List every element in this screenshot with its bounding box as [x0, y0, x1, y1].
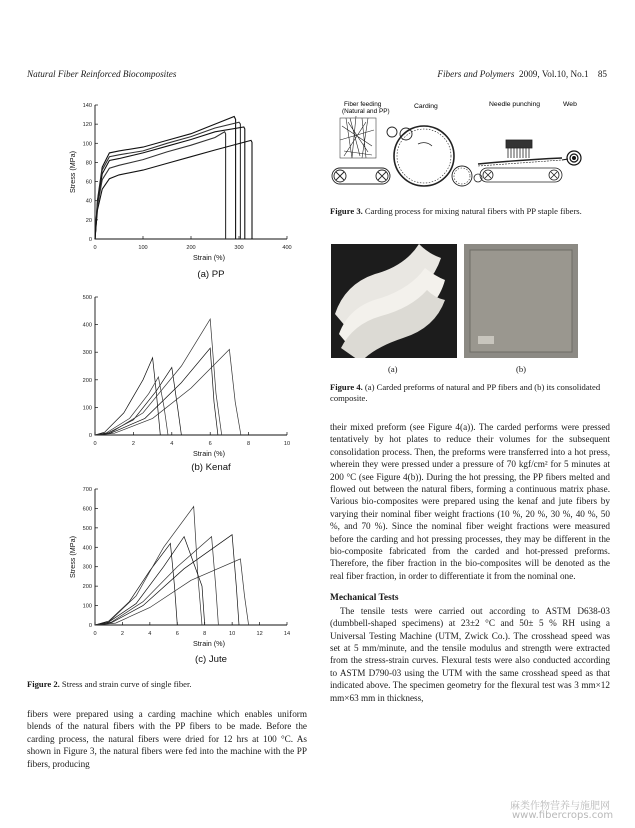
label-web: Web [563, 101, 577, 108]
figure3-caption [330, 206, 608, 217]
x-tick-label: 10 [229, 631, 236, 637]
label-fiber-feeding-1: Fiber feeding [344, 101, 382, 108]
series-line-2 [95, 507, 202, 626]
section-title-mechanical-tests: Mechanical Tests [330, 593, 399, 604]
series-line-1 [95, 543, 177, 625]
chart-pp [68, 103, 292, 280]
label-carding: Carding [414, 103, 438, 110]
label-fiber-feeding-2: (Natural and PP) [342, 108, 390, 115]
series-line-6 [95, 559, 249, 625]
x-tick-label: 100 [138, 245, 148, 251]
figure2-caption-text: Stress and strain curve of single fiber. [59, 679, 192, 689]
y-tick-label: 0 [88, 623, 92, 629]
y-tick-label: 600 [82, 506, 92, 513]
panel-label: (b) Kenaf [191, 462, 231, 473]
figure4-caption-label: Figure 4. [330, 382, 363, 392]
chart-kenaf [83, 295, 290, 473]
x-tick-label: 8 [203, 631, 207, 637]
journal-name: Fibers and Polymers [437, 69, 515, 79]
composite-texture [464, 244, 578, 358]
y-tick-label: 0 [88, 433, 92, 439]
chart-jute [68, 487, 290, 665]
y-axis-label: Stress (MPa) [68, 536, 77, 578]
x-tick-label: 2 [131, 441, 135, 447]
x-tick-label: 6 [208, 441, 212, 447]
y-tick-label: 500 [82, 525, 92, 532]
x-tick-label: 300 [234, 245, 244, 251]
y-tick-label: 700 [82, 487, 92, 493]
panel-label: (a) PP [197, 269, 225, 280]
y-tick-label: 0 [88, 237, 92, 243]
fiber-tangle [340, 116, 376, 158]
figure4-caption [330, 382, 608, 404]
x-tick-label: 0 [93, 441, 97, 447]
x-tick-label: 14 [283, 631, 291, 637]
photo-carded-preforms [331, 244, 457, 358]
running-header-title: Natural Fiber Reinforced Biocomposites [27, 69, 177, 79]
y-tick-label: 200 [82, 584, 92, 591]
x-tick-label: 6 [175, 631, 179, 637]
left-paragraph: fibers were prepared using a carding machine which enables uniform blends of the natural fibers with the PP fibers to be made. Before the carding process, the natural fibers were dried for 12 hrs at 100 °C. As shown in Figure 3, the natural fibers were fed into the machine with the PP fibers, producing [27, 709, 307, 769]
y-tick-label: 40 [85, 198, 92, 205]
x-tick-label: 200 [186, 245, 196, 251]
watermark-line-2: www.fibercrops.com [512, 810, 614, 821]
right-paragraph-1: their mixed preform (see Figure 4(a)). The carded performs were pressed tentatively by hot plates to reduce their volumes for the subsequent consolidation process. Then, the preforms were transferred into a hot press, wherein they were pressed under a pressure of 70 kgf/cm² for 5 minutes at 200 °C (see Figure 4(b)). During the hot pressing, the PP fibers melted and flowed out between the natural fibers, forming a continuous matrix phase. Various bio-composites were prepared using the kenaf and jute fibers by varying their nominal fiber weight fractions (10 %, 20 %, 30 %, 40 %, 50 %, and 70 %). Since the nominal fiber weight fractions were measured before the carding and hot pressing processes, they may be different in the bio-composite fabricated from the carded and hot-pressed preforms. Therefore, the fiber fraction in the bio-composites will be denoted as the real fiber fraction, in order to differentiate it from the nominal one. [330, 422, 610, 581]
y-tick-label: 140 [82, 103, 92, 109]
y-axis-label: Stress (MPa) [68, 151, 77, 193]
right-paragraph-2: The tensile tests were carried out according to ASTM D638-03 (dumbbell-shaped specimens) at 23±2 °C and 50± 5 % RH using a Universal Testing Machine (UTM, Zwick Co.). The crosshead speed was set at 5 mm/minute, and the tensile modulus and strength were extracted from the stress-strain curves. Flexural tests were also conducted according to ASTM D790-03 using the UTM with the same crosshead speed as that indicated above. The specimen geometry for the flexural test was 3 mm×12 mm×63 mm in thickness, [330, 605, 610, 703]
right-column-text [330, 421, 610, 704]
carding-drums [387, 126, 482, 186]
y-tick-label: 60 [85, 179, 92, 186]
figure4-sub-a: (a) [388, 364, 398, 374]
series-line-1 [95, 358, 160, 435]
x-tick-label: 12 [256, 631, 263, 637]
series-line-3 [95, 367, 181, 435]
y-tick-label: 100 [82, 141, 92, 148]
left-column-text [27, 708, 307, 770]
figure4-sub-b: (b) [516, 364, 527, 374]
needle-punching-unit [478, 140, 562, 182]
x-axis-label: Strain (%) [193, 639, 225, 648]
web-roll [562, 151, 581, 165]
x-tick-label: 0 [93, 245, 97, 251]
x-axis-label: Strain (%) [193, 253, 225, 262]
x-tick-label: 4 [170, 441, 174, 447]
figure3-caption-label: Figure 3. [330, 206, 363, 216]
series-line-1 [95, 117, 236, 240]
panel-label: (c) Jute [195, 654, 227, 665]
feed-conveyor [332, 168, 390, 184]
page-number: 85 [597, 69, 607, 79]
y-tick-label: 300 [82, 564, 92, 571]
y-tick-label: 400 [82, 322, 92, 329]
x-axis-label: Strain (%) [193, 449, 225, 458]
y-tick-label: 120 [82, 122, 92, 129]
x-tick-label: 2 [120, 631, 124, 637]
figure3-caption-text: Carding process for mixing natural fibers with PP staple fibers. [362, 206, 582, 216]
x-tick-label: 10 [283, 441, 291, 447]
series-line-3 [95, 537, 205, 625]
y-tick-label: 500 [82, 295, 92, 301]
preform-illustration [331, 244, 457, 358]
x-tick-label: 8 [247, 441, 251, 447]
x-tick-label: 0 [93, 631, 97, 637]
y-tick-label: 300 [82, 350, 92, 357]
figure2-caption [27, 679, 297, 690]
y-tick-label: 100 [82, 405, 92, 412]
axis-lines [95, 105, 287, 239]
y-tick-label: 400 [82, 545, 92, 552]
label-needle-punching: Needle punching [489, 101, 541, 108]
y-tick-label: 200 [82, 377, 92, 384]
x-tick-label: 4 [148, 631, 152, 637]
series-line-6 [95, 349, 241, 435]
photo-consolidated-composite [464, 244, 578, 358]
axis-lines [95, 489, 287, 625]
figure2-caption-label: Figure 2. [27, 679, 60, 689]
figure3-carding-diagram [328, 96, 610, 196]
y-tick-label: 20 [85, 217, 92, 224]
axis-lines [95, 297, 287, 435]
y-tick-label: 80 [85, 160, 92, 167]
y-tick-label: 100 [82, 603, 92, 610]
watermark-line-1: 麻类作物营养与施肥网 [510, 801, 610, 812]
series-line-3 [95, 127, 245, 239]
figure4-caption-text: (a) Carded preforms of natural and PP fibers and (b) its consolidated composite. [330, 382, 601, 403]
journal-volume: 2009, Vol.10, No.1 [519, 69, 589, 79]
x-tick-label: 400 [282, 245, 292, 251]
